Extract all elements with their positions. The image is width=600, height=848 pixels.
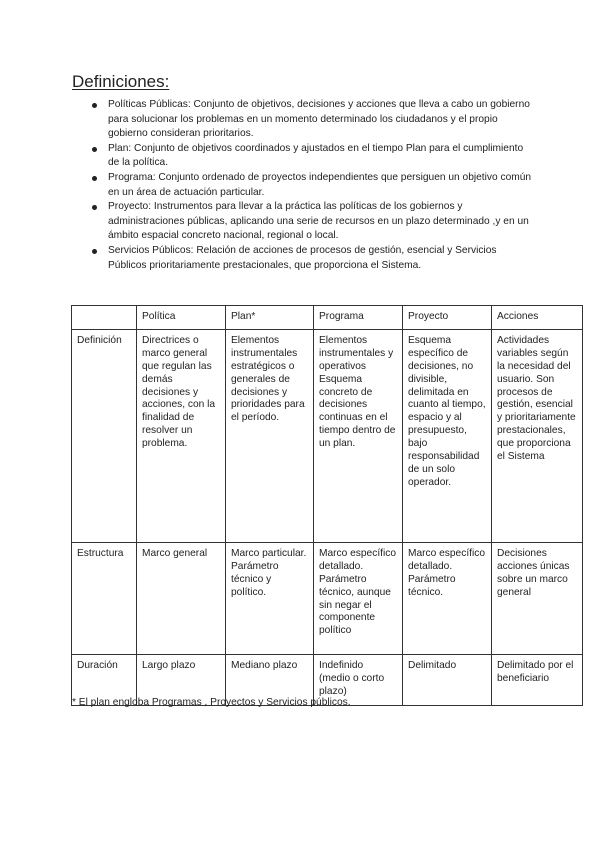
table-cell: Indefinido (medio o corto plazo) bbox=[314, 654, 403, 705]
list-item bbox=[92, 171, 532, 200]
definition-text: Servicios Públicos: Relación de acciones de procesos de gestión, esencial y Servicios Públicos prioritariamente prestacionales, que proporciona el Sistema. bbox=[108, 244, 497, 271]
header-cell: Proyecto bbox=[403, 306, 492, 330]
table-cell: Elementos instrumentales estratégicos o generales de decisiones y prioridades para el período. bbox=[226, 329, 314, 542]
table-cell: Marco particular. Parámetro técnico y político. bbox=[226, 542, 314, 654]
row-label: Estructura bbox=[72, 542, 137, 654]
list-item bbox=[92, 200, 532, 244]
footnote: * El plan engloba Programas , Proyectos y Servicios públicos. bbox=[72, 697, 351, 708]
bullet-icon bbox=[92, 249, 97, 254]
definition-text: Políticas Públicas: Conjunto de objetivos, decisiones y acciones que lleva a cabo un gobierno para solucionar los problemas en un momento determinado los ciudadanos y el propio gobierno consideran prioritarios. bbox=[108, 99, 530, 140]
bullet-icon bbox=[92, 176, 97, 181]
row-label: Definición bbox=[72, 329, 137, 542]
definitions-list bbox=[92, 98, 532, 273]
page-title: Definiciones: bbox=[72, 72, 170, 91]
table-cell: Actividades variables según la necesidad del usuario. Son procesos de gestión, esencial y prioritariamente prestacionales, que proporciona el Sistema bbox=[492, 329, 583, 542]
row-label: Duración bbox=[72, 654, 137, 705]
list-item bbox=[92, 142, 532, 171]
table-cell: Esquema específico de decisiones, no divisible, delimitada en cuanto al tiempo, espacio y al presupuesto, bajo responsabilidad de un solo operador. bbox=[403, 329, 492, 542]
definition-text: Proyecto: Instrumentos para llevar a la práctica las políticas de los gobiernos y administraciones públicas, aplicando una serie de recursos en un plazo determinado ,y en un ámbito espacial concreto nacional, regional o local. bbox=[108, 201, 529, 242]
table-cell: Mediano plazo bbox=[226, 654, 314, 705]
table-cell: Marco específico detallado. Parámetro técnico, aunque sin negar el componente político bbox=[314, 542, 403, 654]
table-cell: Marco general bbox=[137, 542, 226, 654]
definition-text: Plan: Conjunto de objetivos coordinados y ajustados en el tiempo Plan para el cumplimiento de la política. bbox=[108, 142, 524, 169]
table-cell: Delimitado por el beneficiario bbox=[492, 654, 583, 705]
table-header-row bbox=[72, 306, 583, 330]
table-cell: Delimitado bbox=[403, 654, 492, 705]
table-row bbox=[72, 542, 583, 654]
bullet-icon bbox=[92, 147, 97, 152]
table-cell: Directrices o marco general que regulan las demás decisiones y acciones, con la finalidad de resolver un problema. bbox=[137, 329, 226, 542]
table-row bbox=[72, 329, 583, 542]
header-cell: Programa bbox=[314, 306, 403, 330]
header-cell: Política bbox=[137, 306, 226, 330]
definition-text: Programa: Conjunto ordenado de proyectos independientes que persiguen un objetivo común en un área de actuación particular. bbox=[108, 171, 532, 198]
header-cell: Acciones bbox=[492, 306, 583, 330]
header-cell bbox=[72, 306, 137, 330]
list-item bbox=[92, 98, 532, 142]
table-cell: Decisiones acciones únicas sobre un marco general bbox=[492, 542, 583, 654]
comparison-table bbox=[71, 305, 583, 706]
header-cell: Plan* bbox=[226, 306, 314, 330]
bullet-icon bbox=[92, 103, 97, 108]
table-cell: Marco específico detallado. Parámetro técnico. bbox=[403, 542, 492, 654]
list-item bbox=[92, 244, 532, 273]
table-cell: Largo plazo bbox=[137, 654, 226, 705]
bullet-icon bbox=[92, 205, 97, 210]
table-cell: Elementos instrumentales y operativos Esquema concreto de decisiones continuas en el tiempo dentro de un plan. bbox=[314, 329, 403, 542]
